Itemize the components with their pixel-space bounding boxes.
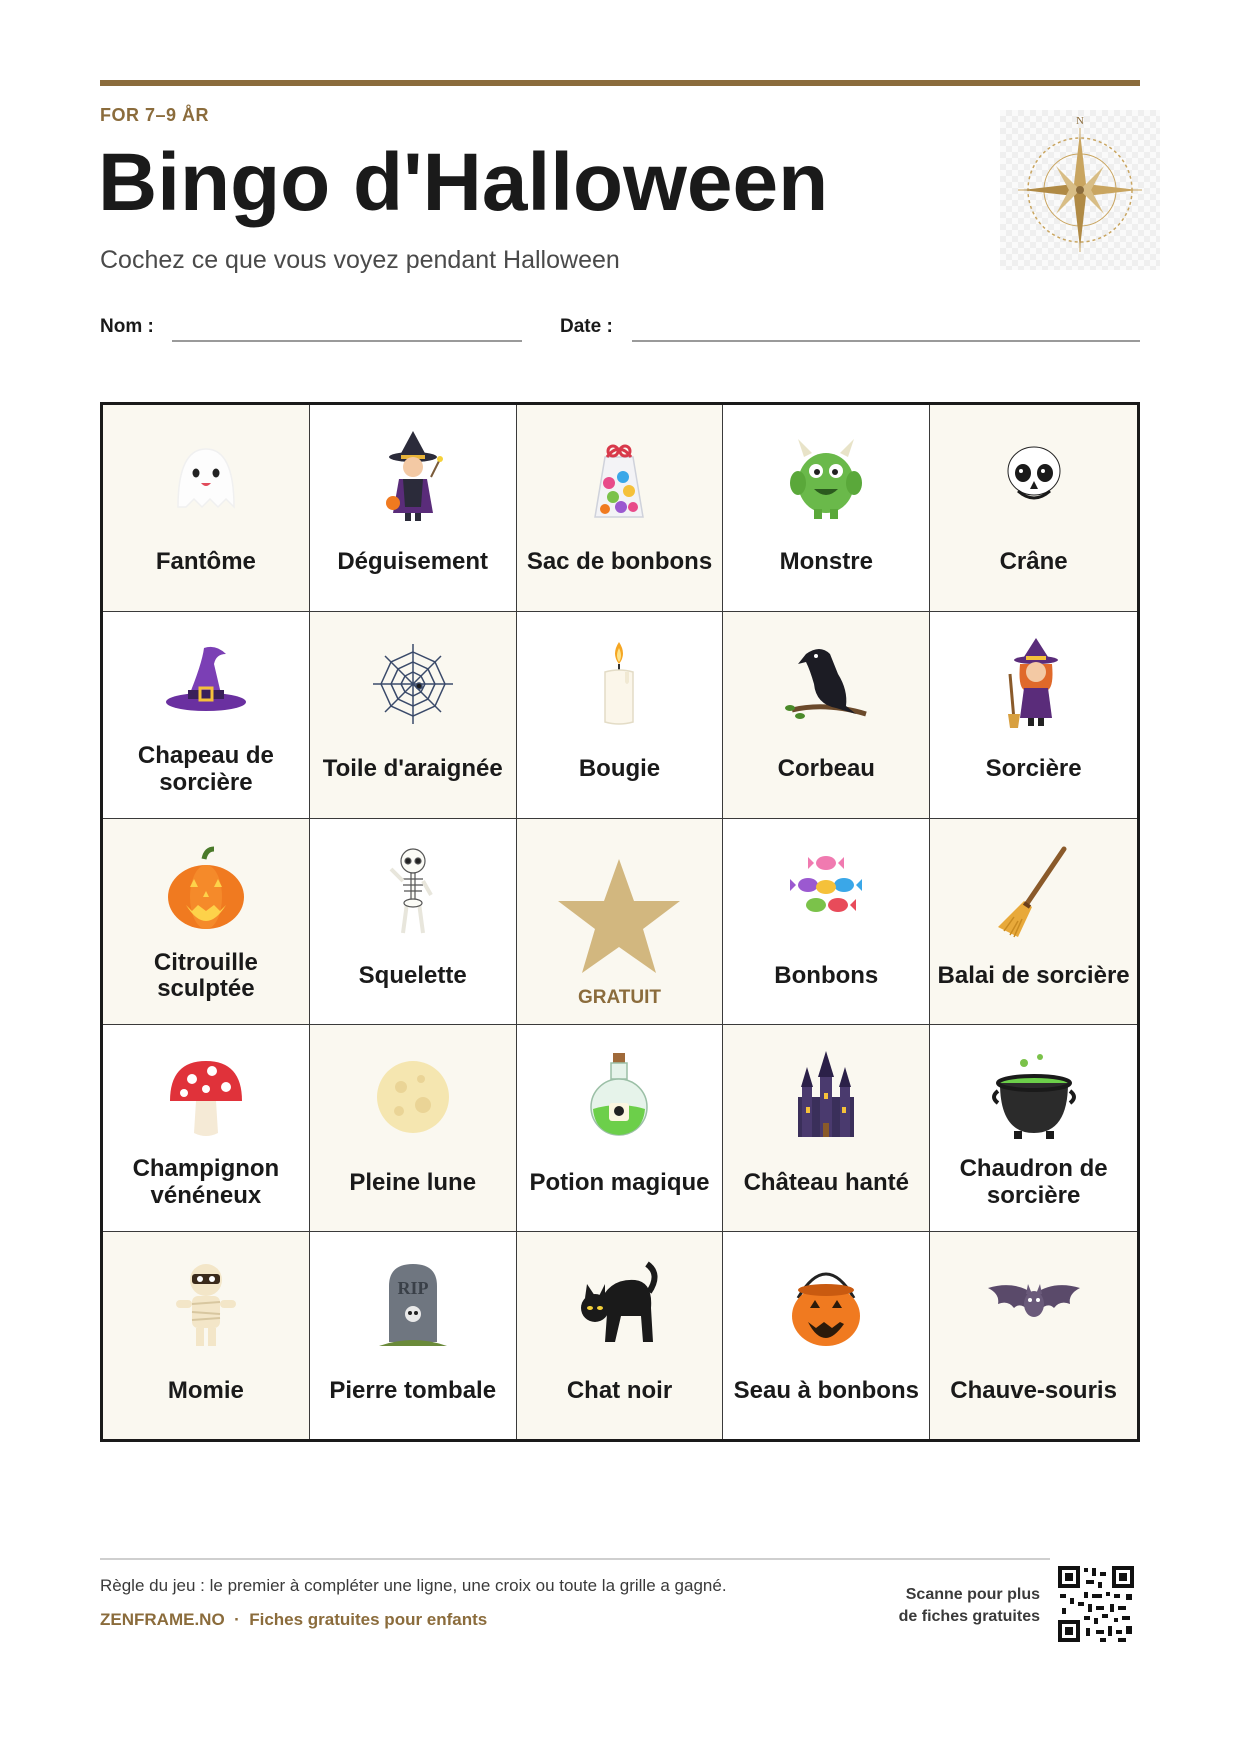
- candy-bag-icon: [569, 427, 669, 527]
- qr-code[interactable]: [1056, 1564, 1136, 1644]
- mummy-icon: [156, 1254, 256, 1354]
- top-rule: [100, 80, 1140, 86]
- bingo-cell[interactable]: [723, 612, 930, 819]
- bingo-cell-free[interactable]: [517, 819, 724, 1026]
- bingo-cell-label: Château hanté: [743, 1168, 909, 1196]
- bingo-cell-label: Potion magique: [529, 1168, 710, 1196]
- bingo-cell[interactable]: [517, 1025, 724, 1232]
- monster-icon: [776, 427, 876, 527]
- raven-icon: [776, 634, 876, 734]
- bingo-cell-label: Sorcière: [985, 755, 1082, 783]
- compass-icon: [1000, 110, 1160, 270]
- date-label: Date :: [560, 316, 613, 337]
- bingo-cell[interactable]: [517, 405, 724, 612]
- bingo-cell-label: Bonbons: [774, 961, 879, 989]
- bingo-cell-label: Champignon vénéneux: [132, 1155, 280, 1210]
- bingo-cell-label: Balai de sorcière: [937, 961, 1130, 989]
- candies-icon: [776, 841, 876, 941]
- bingo-cell[interactable]: [103, 1232, 310, 1439]
- pumpkin-bucket-icon: [776, 1254, 876, 1354]
- potion-icon: [569, 1047, 669, 1147]
- bingo-cell[interactable]: [517, 612, 724, 819]
- name-label: Nom :: [100, 316, 154, 337]
- bingo-cell-label: Déguisement: [337, 548, 489, 576]
- bingo-cell-label: Toile d'araignée: [322, 755, 503, 783]
- page-subtitle: Cochez ce que vous voyez pendant Halloween: [100, 246, 620, 274]
- candle-icon: [569, 634, 669, 734]
- witch-hat-icon: [156, 634, 256, 734]
- cauldron-icon: [984, 1047, 1084, 1147]
- bingo-cell-label: Sac de bonbons: [526, 548, 713, 576]
- bingo-cell[interactable]: [103, 819, 310, 1026]
- bingo-cell[interactable]: [723, 819, 930, 1026]
- bingo-cell-label: Corbeau: [777, 755, 875, 783]
- bingo-cell[interactable]: [310, 405, 517, 612]
- tombstone-icon: [363, 1254, 463, 1354]
- bingo-cell-label: Squelette: [358, 961, 467, 989]
- bingo-cell[interactable]: [723, 1232, 930, 1439]
- mushroom-icon: [156, 1047, 256, 1147]
- brand-line[interactable]: ZENFRAME.NO · Fiches gratuites pour enfants: [100, 1610, 488, 1629]
- bingo-cell[interactable]: [723, 1025, 930, 1232]
- name-line[interactable]: [172, 340, 522, 342]
- bingo-cell-label: Pierre tombale: [329, 1376, 497, 1404]
- date-line[interactable]: [632, 340, 1140, 342]
- bingo-cell[interactable]: [930, 405, 1137, 612]
- bingo-cell-label: Seau à bonbons: [733, 1376, 919, 1404]
- bingo-cell-label: Citrouille sculptée: [153, 948, 258, 1003]
- skeleton-icon: [363, 841, 463, 941]
- bingo-cell[interactable]: [930, 1232, 1137, 1439]
- bingo-cell-label: Momie: [167, 1376, 244, 1404]
- haunted-castle-icon: [776, 1047, 876, 1147]
- scan-line-1: Scanne pour plus: [905, 1586, 1040, 1603]
- page-title: Bingo d'Halloween: [98, 137, 829, 228]
- skull-icon: [984, 427, 1084, 527]
- bingo-cell[interactable]: [930, 1025, 1137, 1232]
- bingo-cell[interactable]: [723, 405, 930, 612]
- star-icon: [554, 857, 684, 977]
- bingo-cell-label: Chaudron de sorcière: [959, 1155, 1108, 1210]
- costume-child-icon: [363, 427, 463, 527]
- bingo-cell-label: Bougie: [578, 755, 661, 783]
- bingo-cell-label: Fantôme: [155, 548, 256, 576]
- bingo-grid: [100, 402, 1140, 1442]
- free-space-label: GRATUIT: [577, 986, 661, 1008]
- bingo-cell[interactable]: [930, 819, 1137, 1026]
- bingo-cell-label: Pleine lune: [349, 1168, 477, 1196]
- bingo-cell[interactable]: [930, 612, 1137, 819]
- witch-icon: [984, 634, 1084, 734]
- age-range: FOR 7–9 ÅR: [100, 105, 210, 125]
- scan-line-2: de fiches gratuites: [898, 1607, 1040, 1625]
- pumpkin-icon: [156, 841, 256, 941]
- bingo-cell[interactable]: [103, 1025, 310, 1232]
- ghost-icon: [156, 427, 256, 527]
- bingo-cell[interactable]: [103, 405, 310, 612]
- spider-web-icon: [363, 634, 463, 734]
- bat-icon: [984, 1254, 1084, 1354]
- full-moon-icon: [363, 1047, 463, 1147]
- bingo-cell-label: Chapeau de sorcière: [137, 741, 274, 796]
- bingo-cell-label: Monstre: [779, 548, 873, 576]
- bingo-cell[interactable]: [517, 1232, 724, 1439]
- bingo-cell[interactable]: [103, 612, 310, 819]
- bingo-cell[interactable]: [310, 1025, 517, 1232]
- bingo-cell-label: Crâne: [999, 548, 1068, 576]
- bingo-cell-label: Chauve-souris: [950, 1376, 1117, 1404]
- black-cat-icon: [569, 1254, 669, 1354]
- bingo-cell[interactable]: [310, 1232, 517, 1439]
- scan-caption: [840, 1584, 1040, 1627]
- bingo-cell[interactable]: [310, 612, 517, 819]
- game-rule: Règle du jeu : le premier à compléter une ligne, une croix ou toute la grille a gagné.: [100, 1576, 727, 1595]
- svg-text:RIP: RIP: [397, 1278, 429, 1299]
- broom-icon: [984, 841, 1084, 941]
- footer-rule: [100, 1558, 1050, 1560]
- bingo-cell-label: Chat noir: [566, 1376, 673, 1404]
- svg-text:N: N: [1076, 115, 1084, 127]
- bingo-cell[interactable]: [310, 819, 517, 1026]
